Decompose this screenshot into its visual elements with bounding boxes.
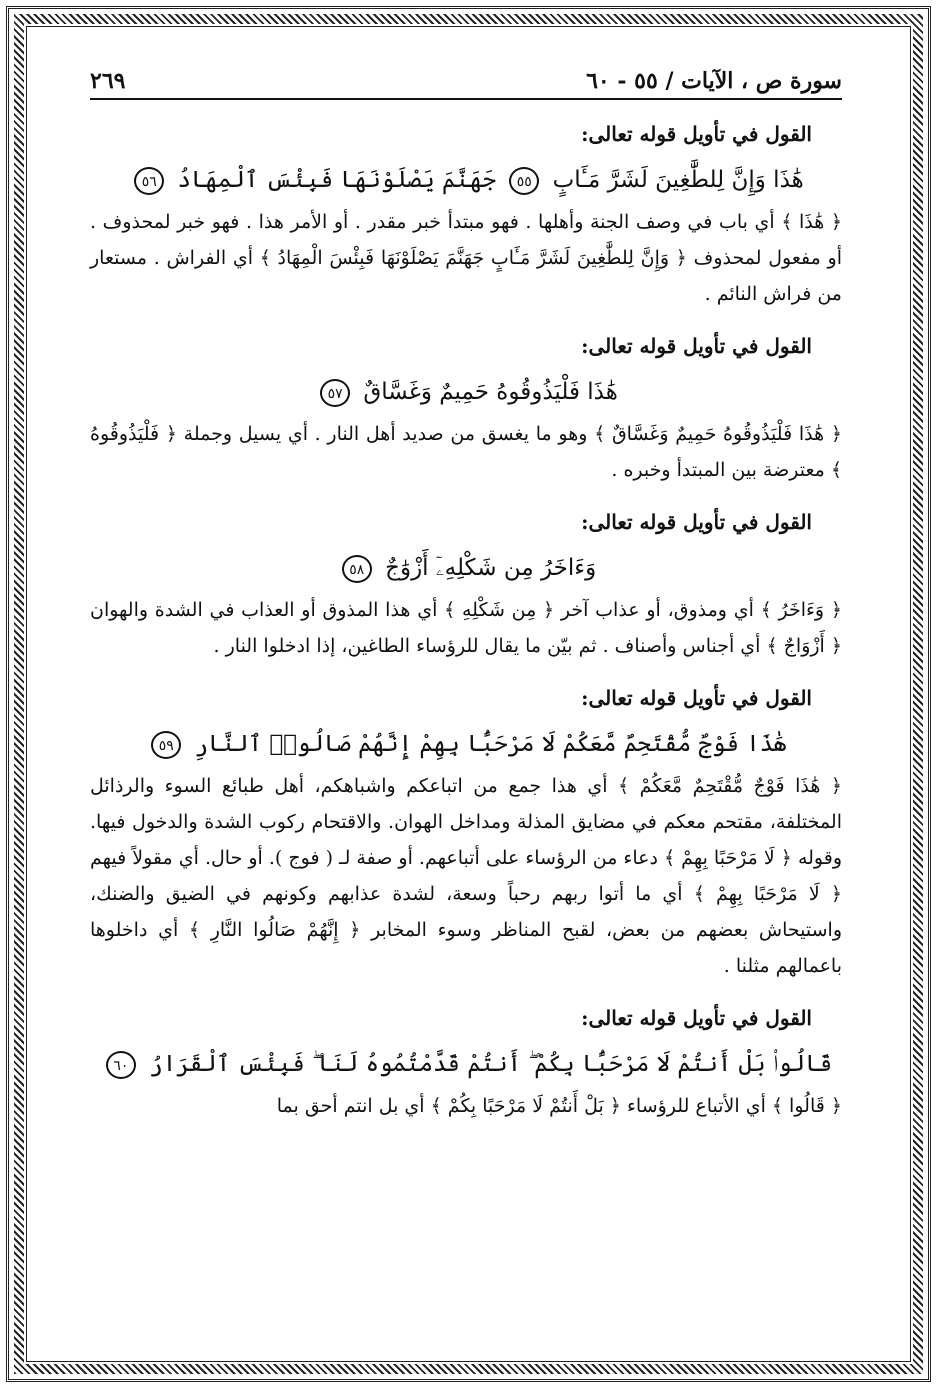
ayah-number-marker: ٦٠ (106, 1051, 136, 1079)
page-header (90, 58, 842, 100)
running-title: سورة ص ، الآيات / ٥٥ - ٦٠ (586, 68, 842, 94)
ayah-number-marker: ٥٥ (509, 167, 539, 195)
book-page (90, 58, 842, 1348)
quran-verse (90, 1044, 842, 1084)
commentary-section (90, 330, 842, 488)
verse-text: هَٰذَا وَإِنَّ لِلطَّٰغِينَ لَشَرَّ مَـَٔابٍ (552, 167, 804, 193)
section-heading: القول في تأويل قوله تعالى: (581, 510, 812, 534)
quran-verse (90, 724, 842, 764)
page-number: ٢٦٩ (90, 68, 126, 94)
ayah-number-marker: ٥٧ (320, 379, 350, 407)
verse-text: هَٰذَا فَوْجٌ مُّقْتَحِمٌ مَّعَكُمْ لَا مَرْحَبًۢا بِهِمْ إِنَّهُمْ صَالُوا۟ ٱلنَّارِ (194, 731, 787, 757)
commentary-paragraph: ﴿ وَءَاخَرُ ﴾ أي ومذوق، أو عذاب آخر ﴿ مِن شَكْلِهِ ﴾ أي هذا المذوق أو العذاب في الشدة والهوان ﴿ أَزْوَاجٌ ﴾ أي أجناس وأصناف . ثم بيّن ما يقال للرؤساء الطاغين، إذا ادخلوا النار . (90, 599, 842, 657)
commentary-section (90, 118, 842, 312)
section-heading: القول في تأويل قوله تعالى: (581, 1006, 812, 1030)
commentary-paragraph: ﴿ قَالُوا ﴾ أي الأتباع للرؤساء ﴿ بَلْ أَنتُمْ لَا مَرْحَبًا بِكُمْ ﴾ أي بل انتم أحق بما (276, 1095, 842, 1117)
commentary-paragraph: ﴿ هَٰذَا ﴾ أي باب في وصف الجنة وأهلها . فهو مبتدأ خبر مقدر . أو الأمر هذا . فهو خبر لمحذوف . أو مفعول لمحذوف ﴿ وَإِنَّ لِلطَّٰغِينَ لَشَرَّ مَـَٔابٍ جَهَنَّمَ يَصْلَوْنَهَا فَبِئْسَ الْمِهَادُ ﴾ أي الفراش . مستعار من فراش النائم . (90, 211, 842, 305)
verse-text: هَٰذَا فَلْيَذُوقُوهُ حَمِيمٌ وَغَسَّاقٌ (363, 379, 618, 405)
verse-text: قَالُوا۟ بَلْ أَنتُمْ لَا مَرْحَبًۢا بِكُمْ ۖ أَنتُمْ قَدَّمْتُمُوهُ لَنَا ۖ فَبِئْسَ ٱلْقَرَارُ (149, 1051, 833, 1077)
section-heading: القول في تأويل قوله تعالى: (581, 122, 812, 146)
section-heading: القول في تأويل قوله تعالى: (581, 686, 812, 710)
quran-verse (90, 160, 842, 200)
commentary-paragraph: ﴿ هَٰذَا فَوْجٌ مُّقْتَحِمٌ مَّعَكُمْ ﴾ أي هذا جمع من اتباعكم واشباهكم، أهل طبائع السوء والرذائل المختلفة، مقتحم معكم في مضايق المذلة ومداخل الهوان. والاقتحام ركوب الشدة والدخول فيها. وقوله ﴿ لَا مَرْحَبًا بِهِمْ ﴾ دعاء من الرؤساء على أتباعهم. أو صفة لـ ( فوج ). أو حال. أي مقولاً فيهم ﴿ لَا مَرْحَبًا بِهِمْ ﴾ أي ما أتوا ربهم رحباً وسعة، لشدة عذابهم وكونهم في الضيق والضنك، واستيحاش بعضهم من بعض، لقبح المناظر وسوء المخابر ﴿ إِنَّهُمْ صَالُوا النَّارِ ﴾ أي داخلوها باعمالهم مثلنا . (90, 775, 842, 977)
verse-text: وَءَاخَرُ مِن شَكْلِهِۦٓ أَزْوَٰجٌ (385, 555, 597, 581)
ayah-number-marker: ٥٨ (342, 555, 372, 583)
commentary-section (90, 506, 842, 664)
quran-verse (90, 548, 842, 588)
ayah-number-marker: ٥٦ (134, 167, 164, 195)
quran-verse (90, 372, 842, 412)
section-heading: القول في تأويل قوله تعالى: (581, 334, 812, 358)
commentary-section (90, 682, 842, 984)
commentary-paragraph: ﴿ هَٰذَا فَلْيَذُوقُوهُ حَمِيمٌ وَغَسَّاقٌ ﴾ وهو ما يغسق من صديد أهل النار . أي يسيل وجملة ﴿ فَلْيَذُوقُوهُ ﴾ معترضة بين المبتدأ وخبره . (90, 423, 842, 481)
commentary-section (90, 1002, 842, 1124)
verse-text: جَهَنَّمَ يَصْلَوْنَهَا فَبِئْسَ ٱلْمِهَادُ (177, 167, 496, 193)
ayah-number-marker: ٥٩ (151, 731, 181, 759)
